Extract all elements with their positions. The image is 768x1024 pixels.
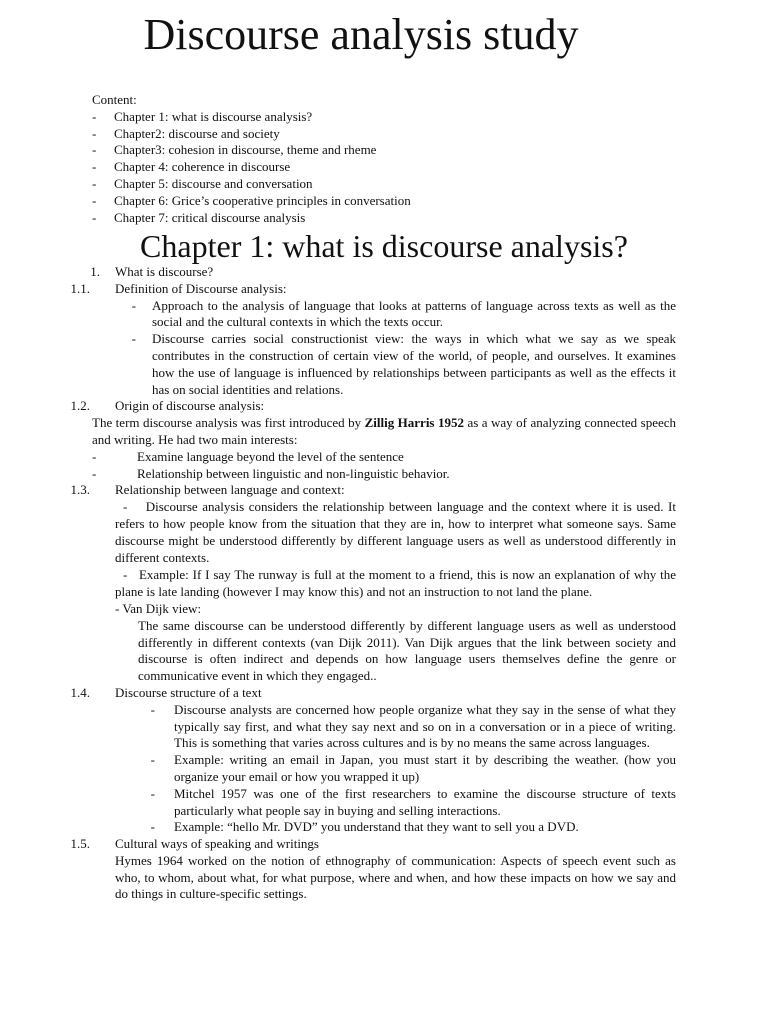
paragraph: The same discourse can be understood differently by different language users as well as understood differently in different contexts (van Dijk 2011). Van Dijk argues that the link between society and discourse is often indirect and depends on how language users themselves define the genre or communicative event in which they engaged.. bbox=[138, 617, 676, 684]
toc-item: - Chapter3: cohesion in discourse, theme and rheme bbox=[92, 142, 377, 158]
section-heading: 1.3. Relationship between language and context: bbox=[70, 482, 345, 498]
toc-item: - Chapter2: discourse and society bbox=[92, 125, 280, 141]
paragraph: - Discourse analysis considers the relationship between language and the context where it is used. It refers to how people know from the situation that they are in, how to interpret what someone says. Same discourse might be understood differently by different language users as well as understood differently in different contexts. bbox=[115, 499, 676, 565]
section-heading: 1.1. Definition of Discourse analysis: bbox=[70, 280, 287, 296]
section-heading: 1.4. Discourse structure of a text bbox=[70, 684, 262, 700]
paragraph: Hymes 1964 worked on the notion of ethnography of communication: Aspects of speech event such as who, to whom, about what, for what purpose, where and when, and how these impacts on how we say and do things in culture-specific settings. bbox=[115, 852, 676, 902]
list-item: - Relationship between linguistic and non-linguistic behavior. bbox=[92, 465, 450, 481]
toc-item: - Chapter 7: critical discourse analysis bbox=[92, 209, 306, 225]
section-heading: 1.5. Cultural ways of speaking and writings bbox=[70, 836, 319, 852]
paragraph: The term discourse analysis was first introduced by Zillig Harris 1952 as a way of analyzing connected speech and writing. He had two main interests: bbox=[92, 415, 676, 447]
list-item: - Discourse carries social constructionist view: the ways in which what we say as we speak contributes in the construction of certain view of the world, of people, and ourselves. It examines how the use of language is influenced by relationships between participants as well as the effects it has on social identities and relations. bbox=[131, 331, 676, 397]
toc-item: - Chapter 4: coherence in discourse bbox=[92, 159, 291, 175]
subheading: - Van Dijk view: bbox=[115, 600, 202, 616]
table-of-contents bbox=[92, 92, 411, 226]
section-heading: 1.2. Origin of discourse analysis: bbox=[70, 398, 265, 414]
list-item: - Examine language beyond the level of the sentence bbox=[92, 448, 404, 464]
document-title: Discourse analysis study bbox=[143, 10, 579, 59]
list-item: - Discourse analysts are concerned how people organize what they say in the sense of what they typically say first, and what they say next and so on in a conversation or in a piece of writing. This is something that varies across cultures and is by no means the same across languages. bbox=[150, 701, 676, 751]
author-name: Zillig Harris 1952 bbox=[364, 415, 464, 431]
toc-label: Content: bbox=[92, 92, 137, 107]
toc-item: - Chapter 5: discourse and conversation bbox=[92, 175, 313, 191]
list-item: - Mitchel 1957 was one of the first researchers to examine the discourse structure of texts particularly what people say in buying and selling interactions. bbox=[150, 785, 676, 818]
toc-item: - Chapter 1: what is discourse analysis? bbox=[92, 108, 313, 124]
list-item: - Example: writing an email in Japan, you must start it by describing the weather. (how you organize your email or how you wrapped it up) bbox=[150, 752, 676, 784]
chapter-body bbox=[0, 264, 768, 903]
list-item: - Approach to the analysis of language that looks at patterns of language across texts as well as the social and the cultural contexts in which the texts occur. bbox=[131, 297, 676, 330]
list-item: - Example: “hello Mr. DVD” you understand that they want to sell you a DVD. bbox=[150, 819, 579, 835]
toc-item: - Chapter 6: Grice’s cooperative principles in conversation bbox=[92, 192, 411, 208]
paragraph: - Example: If I say The runway is full at the moment to a friend, this is now an explanation of why the plane is late landing (however I may know this) and not an instruction to not land the plane. bbox=[115, 567, 676, 600]
chapter-heading: Chapter 1: what is discourse analysis? bbox=[140, 228, 628, 264]
section-heading: 1. What is discourse? bbox=[90, 264, 214, 279]
